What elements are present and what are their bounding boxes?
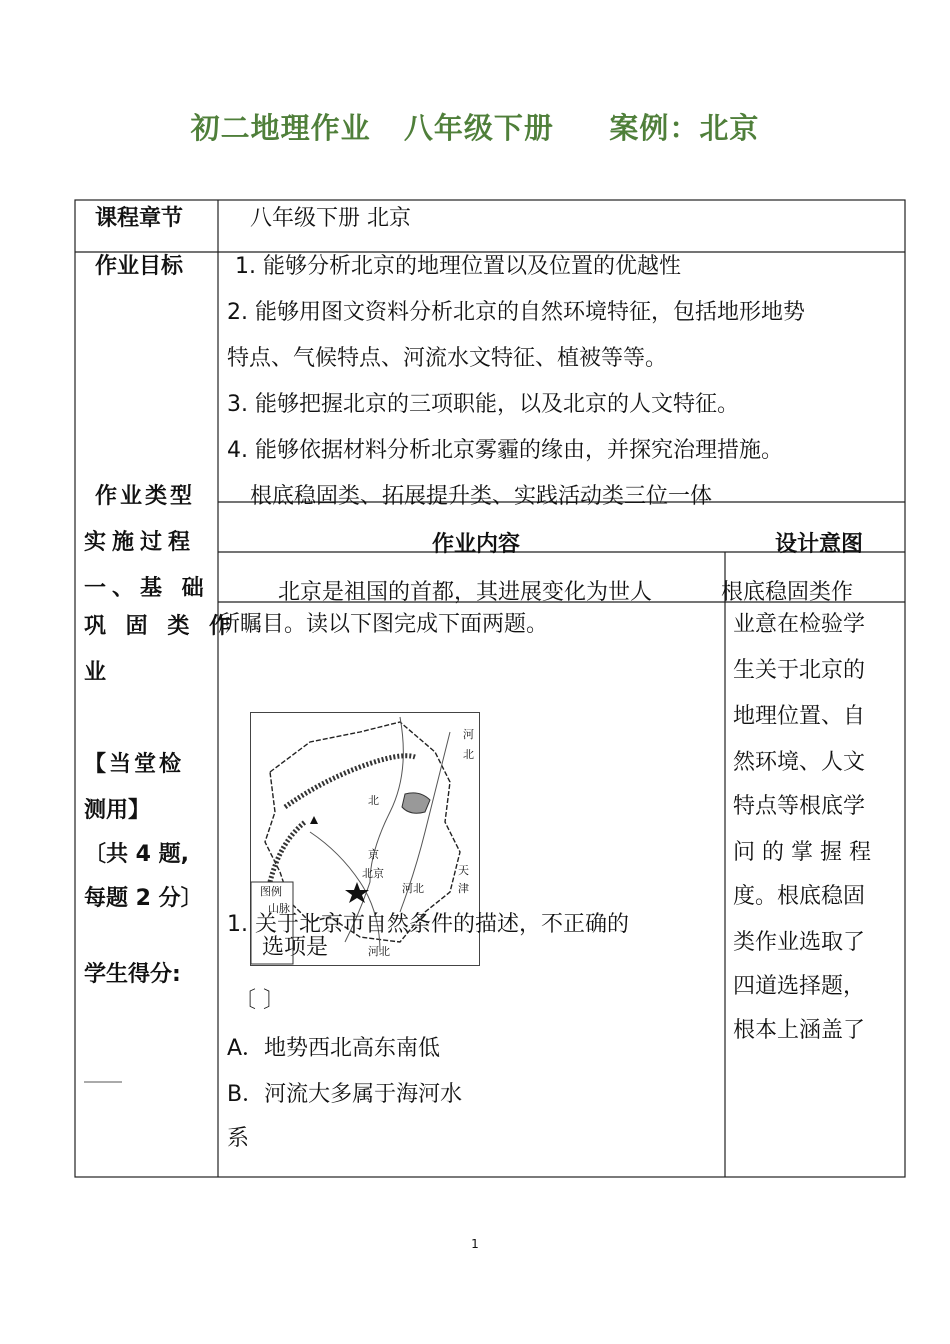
map-label: 北 bbox=[368, 794, 379, 807]
page-number: 1 bbox=[471, 1237, 479, 1251]
question-1-cont: 选项是 bbox=[262, 935, 329, 960]
map-legend-mountain: 山脉 bbox=[268, 902, 290, 915]
goal-item: 3. 能够把握北京的三项职能，以及北京的人文特征。 bbox=[227, 392, 739, 417]
map-label: 河 bbox=[463, 728, 474, 741]
goals-label: 作业目标 bbox=[95, 254, 184, 279]
intent-line: 业意在检验学 bbox=[733, 612, 866, 637]
type-value: 根底稳固类、拓展提升类、实践活动类三位一体 bbox=[250, 484, 713, 509]
map-label: 津 bbox=[458, 882, 469, 895]
map-legend-title: 图例 bbox=[260, 885, 282, 898]
points-label: 〔共 4 题, bbox=[84, 842, 189, 867]
process-label: 实施过程 bbox=[84, 530, 197, 555]
intent-line: 度。根底稳固 bbox=[733, 884, 866, 909]
intent-line: 地理位置、自 bbox=[733, 704, 866, 729]
map-label: 河北 bbox=[402, 882, 424, 895]
chapter-label: 课程章节 bbox=[95, 206, 184, 231]
option-b: B．河流大多属于海河水 bbox=[227, 1082, 463, 1107]
goal-item: 特点、气候特点、河流水文特征、植被等等。 bbox=[227, 346, 668, 371]
intent-line: 问 的 掌 握 程 bbox=[733, 840, 871, 865]
section-label: 业 bbox=[84, 660, 107, 685]
intro-text: 所瞩目。读以下图完成下面两题。 bbox=[218, 612, 549, 637]
usage-label: 测用】 bbox=[84, 798, 151, 823]
goal-item: 1. 能够分析北京的地理位置以及位置的优越性 bbox=[235, 254, 681, 279]
goal-item: 2. 能够用图文资料分析北京的自然环境特征，包括地形地势 bbox=[227, 300, 805, 325]
content-header: 作业内容 bbox=[432, 532, 521, 557]
intent-line: 四道选择题， bbox=[733, 974, 866, 999]
answer-bracket: 〔 〕 bbox=[234, 988, 285, 1013]
usage-label: 【当堂检 bbox=[84, 752, 185, 777]
question-1: 1. 关于北京市自然条件的描述，不正确的 bbox=[227, 912, 629, 937]
intent-line: 类作业选取了 bbox=[733, 930, 866, 955]
type-label: 作业类型 bbox=[95, 484, 196, 509]
section-label: 巩 固 类 作 bbox=[84, 614, 237, 639]
intro-text: 北京是祖国的首都，其进展变化为世人 bbox=[278, 580, 653, 605]
intent-line: 根本上涵盖了 bbox=[733, 1018, 866, 1043]
section-label: 一、基 础 bbox=[84, 576, 210, 601]
chapter-value: 八年级下册 北京 bbox=[250, 206, 411, 231]
map-label: 北 bbox=[463, 748, 474, 761]
score-label: 学生得分: bbox=[84, 962, 181, 987]
option-b-cont: 系 bbox=[227, 1126, 250, 1151]
points-label: 每题 2 分〕 bbox=[84, 886, 203, 911]
intent-line: 根底稳固类作 bbox=[721, 580, 854, 605]
intent-line: 然环境、人文 bbox=[733, 750, 866, 775]
intent-line: 生关于北京的 bbox=[733, 658, 866, 683]
map-label: 京 bbox=[368, 848, 379, 861]
intent-line: 特点等根底学 bbox=[733, 794, 866, 819]
map-label: 河北 bbox=[368, 945, 390, 958]
map-label: 北京 bbox=[362, 867, 384, 880]
goal-item: 4. 能够依据材料分析北京雾霾的缘由，并探究治理措施。 bbox=[227, 438, 783, 463]
map-label: 天 bbox=[458, 864, 469, 877]
option-a: A．地势西北高东南低 bbox=[227, 1036, 441, 1061]
intent-header: 设计意图 bbox=[775, 532, 864, 557]
page-title: 初二地理作业 八年级下册 案例：北京 bbox=[190, 111, 760, 145]
